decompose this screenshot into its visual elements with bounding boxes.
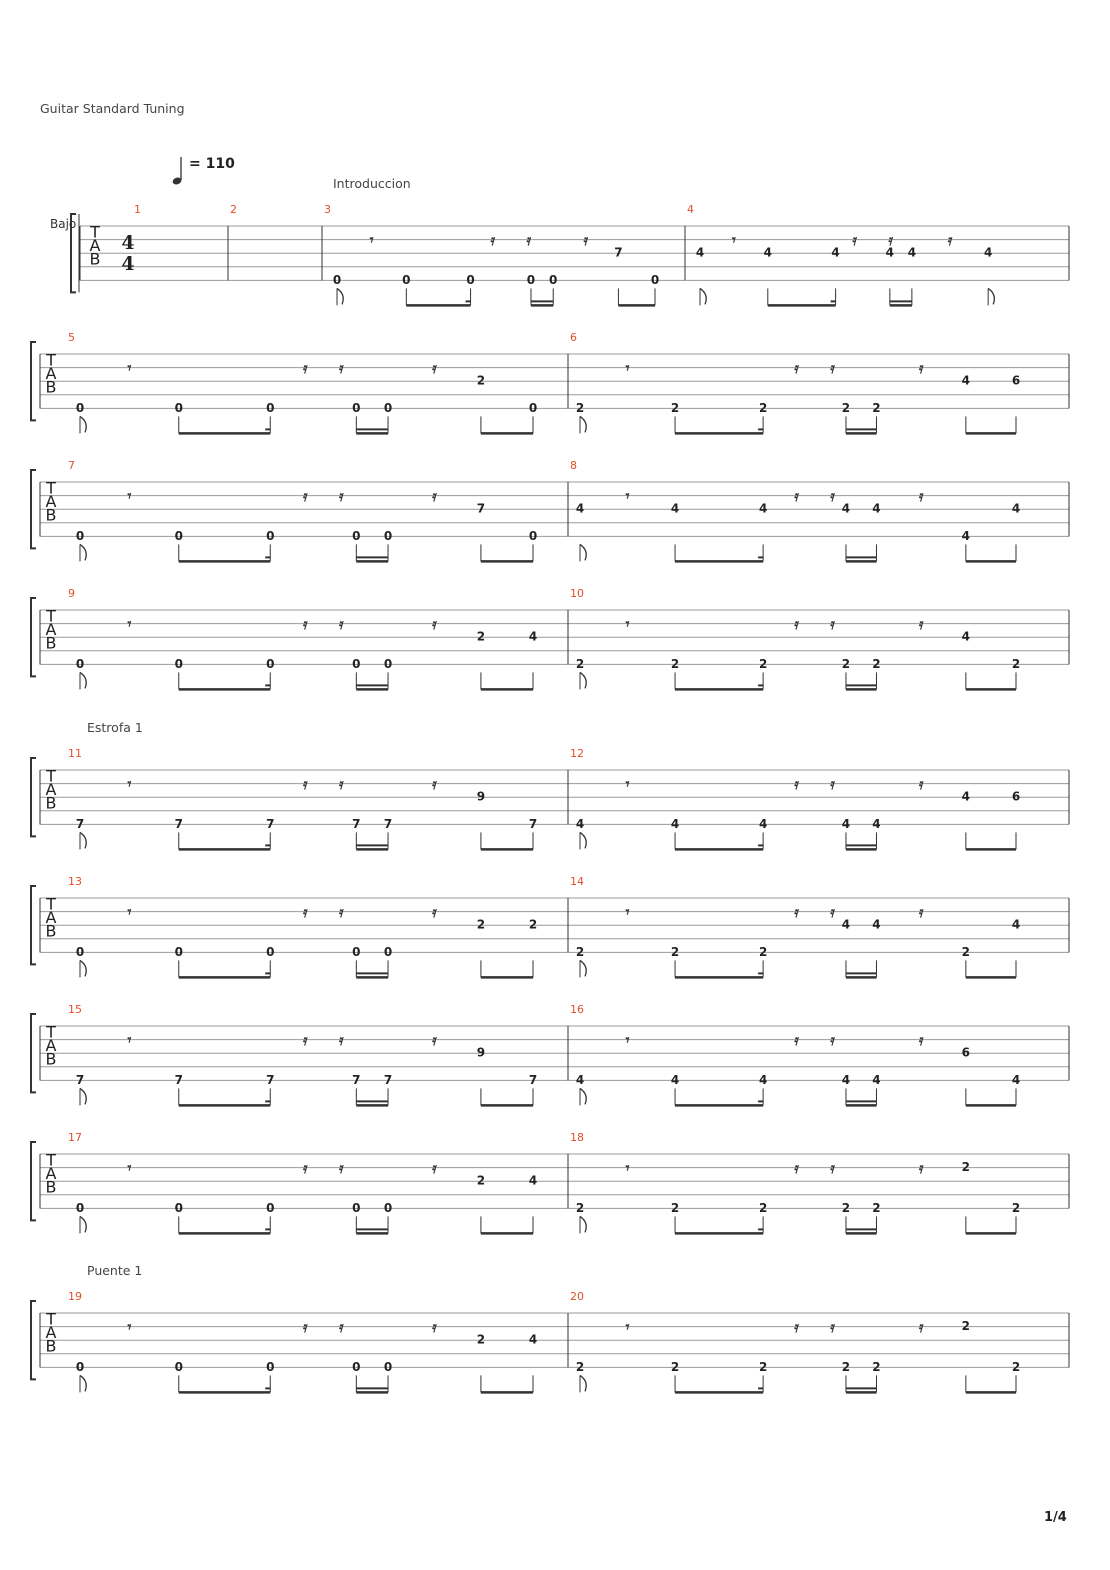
- sixteenth-rest: 𝄿: [794, 902, 799, 921]
- tab-clef-letter: T: [46, 606, 56, 626]
- fret-number: 2: [670, 1200, 680, 1215]
- tab-system: [31, 1131, 1069, 1233]
- tab-clef-letter: B: [45, 921, 57, 941]
- tab-clef-letter: A: [45, 1164, 57, 1184]
- fret-number: 2: [476, 629, 486, 644]
- system-brace: [31, 1142, 36, 1220]
- sixteenth-rest: 𝄿: [918, 358, 924, 377]
- eighth-flag: [580, 544, 586, 560]
- fret-number: 2: [841, 400, 851, 415]
- fret-number: 4: [841, 816, 851, 831]
- sixteenth-rest: 𝄿: [830, 614, 835, 633]
- sixteenth-rest: 𝄿: [338, 486, 344, 505]
- fret-number: 2: [575, 1200, 585, 1215]
- tab-clef-letter: T: [46, 478, 56, 498]
- eighth-flag: [580, 832, 586, 848]
- fret-number: 4: [695, 245, 705, 260]
- sixteenth-rest: 𝄿: [852, 230, 858, 249]
- sixteenth-rest: 𝄿: [338, 774, 344, 793]
- sixteenth-rest: 𝄿: [338, 1317, 344, 1336]
- eighth-rest: 𝄾: [625, 1158, 630, 1177]
- fret-number: 2: [575, 944, 585, 959]
- fret-number: 0: [266, 1359, 275, 1374]
- eighth-flag: [80, 960, 86, 976]
- sixteenth-rest: 𝄿: [302, 358, 308, 377]
- fret-number: 7: [352, 816, 361, 831]
- sixteenth-rest: 𝄿: [302, 486, 308, 505]
- fret-number: 4: [763, 245, 772, 260]
- tab-clef-letter: A: [45, 620, 57, 640]
- fret-number: 6: [1011, 373, 1021, 388]
- fret-number: 7: [528, 816, 538, 831]
- fret-number: 2: [1011, 1359, 1021, 1374]
- fret-number: 0: [75, 656, 85, 671]
- sixteenth-rest: 𝄿: [888, 230, 894, 249]
- tempo-marking: = 110: [189, 156, 235, 172]
- sixteenth-rest: 𝄿: [432, 614, 437, 633]
- fret-number: 0: [383, 1200, 393, 1215]
- fret-number: 0: [402, 272, 411, 287]
- fret-number: 0: [174, 528, 183, 543]
- tab-system: [31, 587, 1069, 689]
- tab-clef-letter: A: [45, 1323, 57, 1343]
- fret-number: 0: [266, 528, 275, 543]
- measure-number: 13: [68, 875, 82, 888]
- fret-number: 4: [872, 1072, 881, 1087]
- sixteenth-rest: 𝄿: [794, 358, 799, 377]
- fret-number: 7: [75, 816, 85, 831]
- eighth-flag: [80, 416, 86, 432]
- fret-number: 9: [476, 1045, 486, 1060]
- fret-number: 0: [174, 944, 183, 959]
- eighth-flag: [80, 544, 86, 560]
- fret-number: 0: [352, 1359, 361, 1374]
- fret-number: 2: [476, 917, 486, 932]
- sixteenth-rest: 𝄿: [830, 1030, 835, 1049]
- sixteenth-rest: 𝄿: [830, 902, 835, 921]
- fret-number: 0: [383, 944, 393, 959]
- sixteenth-rest: 𝄿: [338, 358, 344, 377]
- fret-number: 0: [526, 272, 536, 287]
- fret-number: 0: [352, 944, 361, 959]
- fret-number: 7: [383, 1072, 393, 1087]
- fret-number: 0: [332, 272, 342, 287]
- fret-number: 2: [1011, 1200, 1021, 1215]
- fret-number: 0: [266, 400, 275, 415]
- eighth-rest: 𝄾: [625, 902, 630, 921]
- tab-clef-letter: A: [89, 236, 101, 256]
- tab-system: [31, 459, 1069, 561]
- fret-number: 0: [75, 1200, 85, 1215]
- fret-number: 4: [961, 373, 971, 388]
- fret-number: 2: [961, 1319, 971, 1334]
- fret-number: 4: [528, 629, 538, 644]
- eighth-flag: [580, 960, 586, 976]
- fret-number: 7: [528, 1072, 538, 1087]
- fret-number: 4: [831, 245, 840, 260]
- fret-number: 4: [841, 501, 851, 516]
- fret-number: 4: [758, 1072, 768, 1087]
- fret-number: 2: [575, 400, 585, 415]
- tab-clef-letter: A: [45, 364, 57, 384]
- measure-number: 6: [570, 331, 577, 344]
- fret-number: 4: [1011, 501, 1021, 516]
- fret-number: 4: [575, 1072, 585, 1087]
- fret-number: 2: [476, 1173, 486, 1188]
- system-brace: [31, 470, 36, 548]
- fret-number: 4: [575, 816, 585, 831]
- fret-number: 2: [872, 400, 881, 415]
- measure-number: 18: [570, 1131, 584, 1144]
- eighth-flag: [80, 672, 86, 688]
- measure-number: 14: [570, 875, 584, 888]
- measure-number: 2: [230, 203, 237, 216]
- tab-clef-letter: T: [46, 350, 56, 370]
- measure-number: 16: [570, 1003, 584, 1016]
- fret-number: 0: [466, 272, 475, 287]
- fret-number: 0: [528, 528, 538, 543]
- tab-system: [31, 331, 1069, 433]
- sixteenth-rest: 𝄿: [830, 774, 835, 793]
- fret-number: 7: [174, 1072, 183, 1087]
- sixteenth-rest: 𝄿: [794, 1030, 799, 1049]
- tempo-note-icon: [172, 157, 183, 186]
- measure-number: 12: [570, 747, 584, 760]
- fret-number: 2: [476, 373, 486, 388]
- sixteenth-rest: 𝄿: [432, 774, 437, 793]
- fret-number: 0: [174, 656, 183, 671]
- eighth-rest: 𝄾: [731, 230, 736, 249]
- sixteenth-rest: 𝄿: [302, 1317, 308, 1336]
- sixteenth-rest: 𝄿: [947, 230, 953, 249]
- fret-number: 0: [352, 656, 361, 671]
- tab-clef-letter: B: [45, 377, 57, 397]
- tab-clef-letter: T: [46, 1022, 56, 1042]
- eighth-flag: [80, 1088, 86, 1104]
- sixteenth-rest: 𝄿: [918, 486, 924, 505]
- sixteenth-rest: 𝄿: [432, 1317, 437, 1336]
- sixteenth-rest: 𝄿: [918, 1158, 924, 1177]
- fret-number: 2: [476, 1332, 486, 1347]
- fret-number: 2: [961, 1160, 971, 1175]
- fret-number: 0: [174, 1200, 183, 1215]
- tab-system: [31, 1290, 1069, 1392]
- fret-number: 0: [383, 400, 393, 415]
- eighth-rest: 𝄾: [127, 358, 132, 377]
- fret-number: 0: [266, 656, 275, 671]
- tab-clef-letter: A: [45, 908, 57, 928]
- fret-number: 4: [872, 917, 881, 932]
- fret-number: 2: [841, 1359, 851, 1374]
- tab-clef-letter: B: [45, 793, 57, 813]
- fret-number: 4: [758, 816, 768, 831]
- fret-number: 2: [758, 1359, 768, 1374]
- tab-clef-letter: B: [89, 249, 101, 269]
- tab-system: [71, 203, 1069, 305]
- fret-number: 0: [650, 272, 660, 287]
- eighth-flag: [337, 288, 343, 304]
- sixteenth-rest: 𝄿: [338, 902, 344, 921]
- sixteenth-rest: 𝄿: [794, 1158, 799, 1177]
- fret-number: 4: [961, 528, 971, 543]
- fret-number: 2: [758, 400, 768, 415]
- eighth-rest: 𝄾: [127, 486, 132, 505]
- sixteenth-rest: 𝄿: [583, 230, 589, 249]
- measure-number: 15: [68, 1003, 82, 1016]
- sixteenth-rest: 𝄿: [830, 1158, 835, 1177]
- time-signature-top: 4: [121, 232, 135, 254]
- sixteenth-rest: 𝄿: [830, 486, 835, 505]
- eighth-flag: [80, 832, 86, 848]
- eighth-flag: [988, 288, 994, 304]
- tab-clef-letter: T: [46, 1309, 56, 1329]
- eighth-rest: 𝄾: [625, 486, 630, 505]
- measure-number: 8: [570, 459, 577, 472]
- fret-number: 4: [872, 816, 881, 831]
- eighth-flag: [580, 416, 586, 432]
- measure-number: 7: [68, 459, 75, 472]
- sixteenth-rest: 𝄿: [338, 1158, 344, 1177]
- eighth-rest: 𝄾: [127, 1317, 132, 1336]
- tab-clef-letter: B: [45, 1336, 57, 1356]
- sixteenth-rest: 𝄿: [794, 486, 799, 505]
- sixteenth-rest: 𝄿: [338, 614, 344, 633]
- fret-number: 4: [983, 245, 993, 260]
- sixteenth-rest: 𝄿: [918, 774, 924, 793]
- system-brace: [31, 886, 36, 964]
- eighth-rest: 𝄾: [369, 230, 374, 249]
- fret-number: 7: [352, 1072, 361, 1087]
- system-brace: [31, 758, 36, 836]
- fret-number: 0: [383, 656, 393, 671]
- tab-clef-letter: A: [45, 1036, 57, 1056]
- tab-clef-letter: B: [45, 633, 57, 653]
- eighth-rest: 𝄾: [127, 1158, 132, 1177]
- section-label-puente: Puente 1: [87, 1263, 143, 1278]
- fret-number: 4: [907, 245, 917, 260]
- measure-number: 5: [68, 331, 75, 344]
- sixteenth-rest: 𝄿: [918, 902, 924, 921]
- eighth-flag: [80, 1216, 86, 1232]
- instrument-label: Bajo: [50, 217, 77, 231]
- fret-number: 2: [841, 1200, 851, 1215]
- fret-number: 0: [383, 528, 393, 543]
- fret-number: 4: [872, 501, 881, 516]
- fret-number: 0: [352, 528, 361, 543]
- fret-number: 7: [75, 1072, 85, 1087]
- sixteenth-rest: 𝄿: [338, 1030, 344, 1049]
- sixteenth-rest: 𝄿: [918, 1030, 924, 1049]
- sixteenth-rest: 𝄿: [526, 230, 532, 249]
- eighth-flag: [580, 1375, 586, 1391]
- sixteenth-rest: 𝄿: [432, 902, 437, 921]
- fret-number: 6: [1011, 789, 1021, 804]
- fret-number: 7: [614, 245, 623, 260]
- fret-number: 4: [528, 1173, 538, 1188]
- sixteenth-rest: 𝄿: [302, 1158, 308, 1177]
- sixteenth-rest: 𝄿: [794, 614, 799, 633]
- tab-system: [31, 875, 1069, 977]
- fret-number: 0: [75, 400, 85, 415]
- fret-number: 4: [1011, 1072, 1021, 1087]
- tuning-label: Guitar Standard Tuning: [40, 101, 185, 116]
- system-brace: [31, 342, 36, 420]
- system-brace: [31, 1014, 36, 1092]
- fret-number: 7: [174, 816, 183, 831]
- tab-clef-letter: A: [45, 780, 57, 800]
- fret-number: 4: [758, 501, 768, 516]
- fret-number: 0: [528, 400, 538, 415]
- tab-clef-letter: T: [90, 222, 100, 242]
- tab-clef-letter: T: [46, 894, 56, 914]
- fret-number: 2: [575, 1359, 585, 1374]
- measure-number: 10: [570, 587, 584, 600]
- eighth-rest: 𝄾: [625, 1317, 630, 1336]
- fret-number: 2: [1011, 656, 1021, 671]
- fret-number: 2: [841, 656, 851, 671]
- sixteenth-rest: 𝄿: [794, 774, 799, 793]
- fret-number: 0: [75, 1359, 85, 1374]
- sixteenth-rest: 𝄿: [918, 1317, 924, 1336]
- eighth-rest: 𝄾: [127, 774, 132, 793]
- section-label-introduccion: Introduccion: [333, 176, 411, 191]
- fret-number: 4: [841, 917, 851, 932]
- fret-number: 7: [266, 816, 275, 831]
- fret-number: 4: [885, 245, 895, 260]
- fret-number: 4: [670, 1072, 680, 1087]
- sixteenth-rest: 𝄿: [432, 486, 437, 505]
- tab-clef-letter: T: [46, 766, 56, 786]
- fret-number: 2: [758, 656, 768, 671]
- sixteenth-rest: 𝄿: [302, 614, 308, 633]
- eighth-rest: 𝄾: [625, 1030, 630, 1049]
- page-number: 1/4: [1044, 1510, 1067, 1525]
- system-brace: [31, 1301, 36, 1379]
- sixteenth-rest: 𝄿: [830, 1317, 835, 1336]
- fret-number: 2: [528, 917, 538, 932]
- fret-number: 2: [872, 1359, 881, 1374]
- fret-number: 0: [352, 400, 361, 415]
- eighth-rest: 𝄾: [625, 614, 630, 633]
- fret-number: 2: [758, 1200, 768, 1215]
- fret-number: 9: [476, 789, 486, 804]
- sixteenth-rest: 𝄿: [432, 358, 437, 377]
- fret-number: 0: [383, 1359, 393, 1374]
- fret-number: 0: [266, 1200, 275, 1215]
- sixteenth-rest: 𝄿: [794, 1317, 799, 1336]
- fret-number: 0: [174, 1359, 183, 1374]
- fret-number: 0: [75, 944, 85, 959]
- tab-clef-letter: B: [45, 1177, 57, 1197]
- sixteenth-rest: 𝄿: [490, 230, 496, 249]
- measure-number: 3: [324, 203, 331, 216]
- sixteenth-rest: 𝄿: [432, 1158, 437, 1177]
- fret-number: 2: [872, 656, 881, 671]
- fret-number: 2: [670, 400, 680, 415]
- fret-number: 7: [266, 1072, 275, 1087]
- sixteenth-rest: 𝄿: [830, 358, 835, 377]
- measure-number: 11: [68, 747, 82, 760]
- sixteenth-rest: 𝄿: [302, 1030, 308, 1049]
- time-signature-bottom: 4: [121, 253, 135, 275]
- sixteenth-rest: 𝄿: [302, 902, 308, 921]
- sixteenth-rest: 𝄿: [918, 614, 924, 633]
- fret-number: 0: [174, 400, 183, 415]
- fret-number: 2: [575, 656, 585, 671]
- system-brace: [31, 598, 36, 676]
- fret-number: 0: [75, 528, 85, 543]
- fret-number: 2: [961, 944, 971, 959]
- tab-system: [31, 1003, 1069, 1105]
- eighth-rest: 𝄾: [127, 1030, 132, 1049]
- fret-number: 4: [841, 1072, 851, 1087]
- fret-number: 2: [872, 1200, 881, 1215]
- eighth-rest: 𝄾: [127, 902, 132, 921]
- fret-number: 4: [961, 789, 971, 804]
- measure-number: 9: [68, 587, 75, 600]
- measure-number: 20: [570, 1290, 584, 1303]
- eighth-rest: 𝄾: [127, 614, 132, 633]
- eighth-flag: [80, 1375, 86, 1391]
- eighth-flag: [580, 1088, 586, 1104]
- tab-clef-letter: T: [46, 1150, 56, 1170]
- measure-number: 4: [687, 203, 694, 216]
- fret-number: 2: [758, 944, 768, 959]
- section-label-estrofa: Estrofa 1: [87, 720, 143, 735]
- measure-number: 17: [68, 1131, 82, 1144]
- fret-number: 0: [352, 1200, 361, 1215]
- fret-number: 4: [575, 501, 585, 516]
- tab-system: [31, 747, 1069, 849]
- eighth-flag: [580, 1216, 586, 1232]
- fret-number: 4: [670, 816, 680, 831]
- fret-number: 2: [670, 944, 680, 959]
- fret-number: 4: [961, 629, 971, 644]
- eighth-rest: 𝄾: [625, 358, 630, 377]
- sixteenth-rest: 𝄿: [432, 1030, 437, 1049]
- system-brace: [71, 214, 76, 292]
- fret-number: 7: [383, 816, 393, 831]
- eighth-rest: 𝄾: [625, 774, 630, 793]
- fret-number: 4: [528, 1332, 538, 1347]
- fret-number: 4: [1011, 917, 1021, 932]
- tab-clef-letter: B: [45, 1049, 57, 1069]
- fret-number: 0: [266, 944, 275, 959]
- measure-number: 19: [68, 1290, 82, 1303]
- fret-number: 2: [670, 656, 680, 671]
- fret-number: 6: [961, 1045, 971, 1060]
- sixteenth-rest: 𝄿: [302, 774, 308, 793]
- fret-number: 2: [670, 1359, 680, 1374]
- measure-number: 1: [134, 203, 141, 216]
- tab-clef-letter: B: [45, 505, 57, 525]
- fret-number: 4: [670, 501, 680, 516]
- tab-clef-letter: A: [45, 492, 57, 512]
- eighth-flag: [700, 288, 706, 304]
- fret-number: 7: [476, 501, 486, 516]
- fret-number: 0: [549, 272, 558, 287]
- eighth-flag: [580, 672, 586, 688]
